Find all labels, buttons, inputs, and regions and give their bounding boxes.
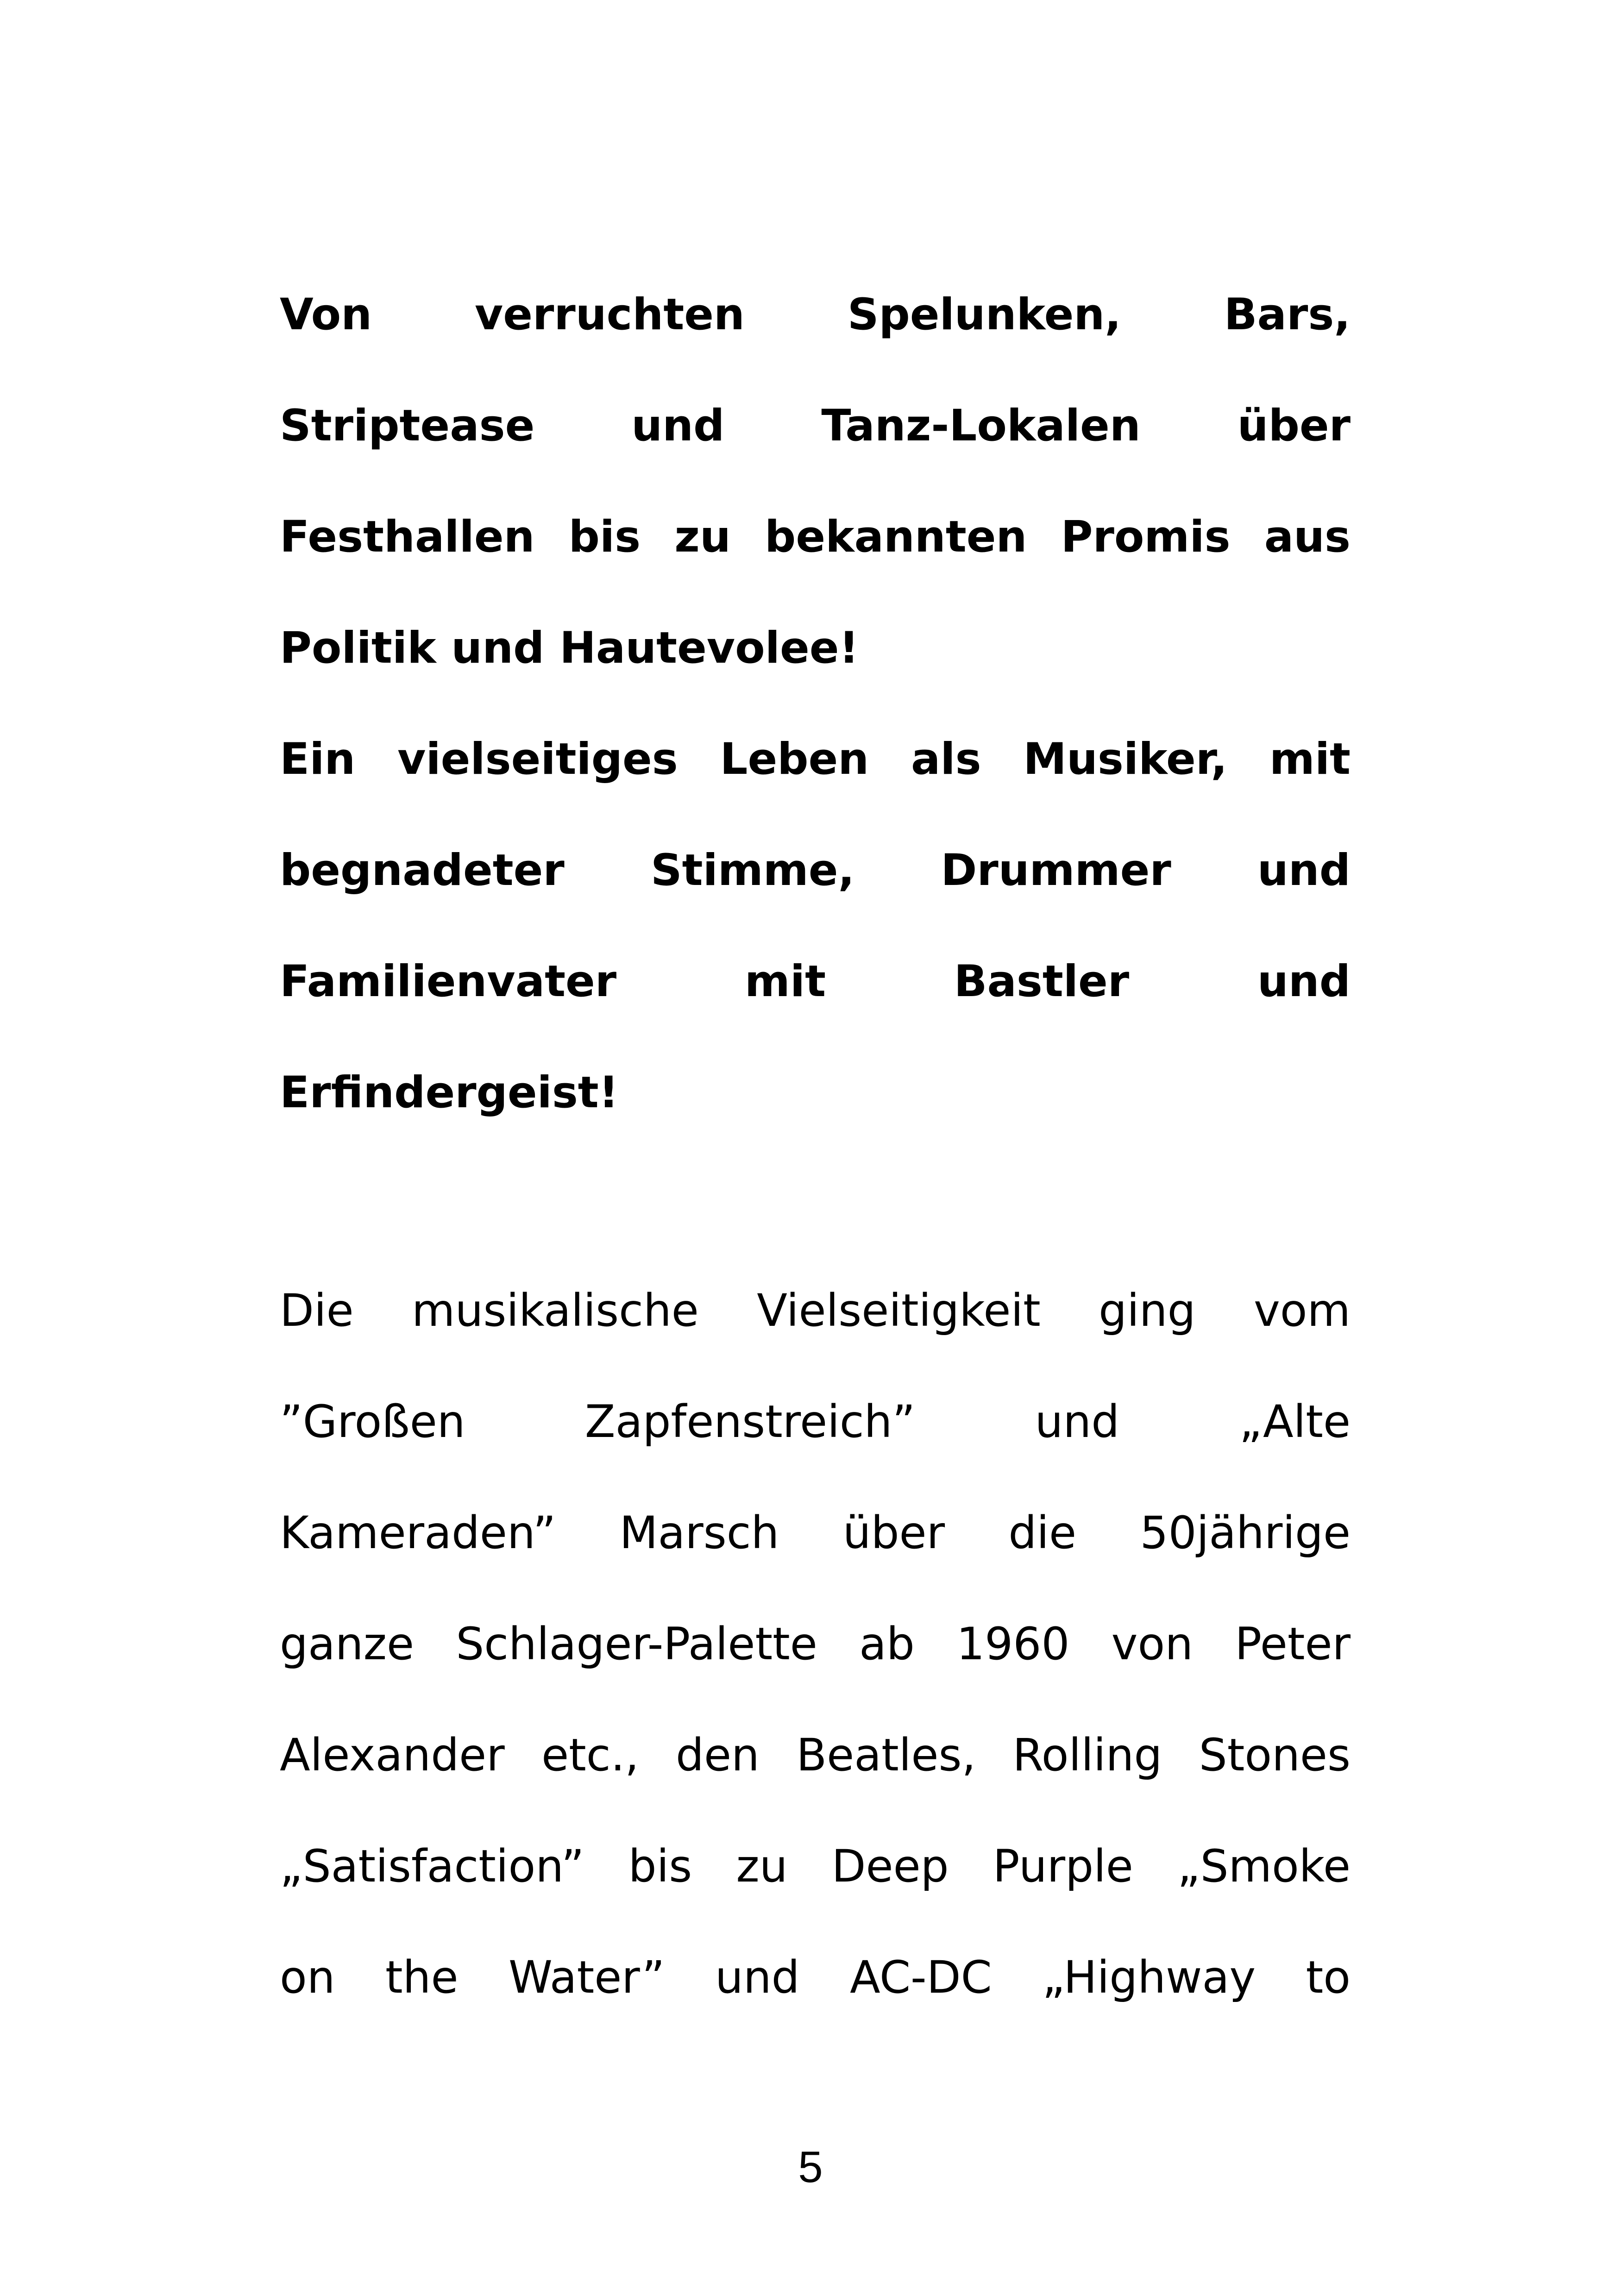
body-paragraph [280,1255,1351,2033]
intro-line: Ein vielseitiges Leben als Musiker, mit [280,734,1351,784]
body-line: „Satisfaction” bis zu Deep Purple „Smoke [280,1840,1351,1892]
intro-paragraph [280,259,1351,1148]
body-line: ganze Schlager-Palette ab 1960 von Peter [280,1618,1351,1670]
intro-line: Politik und Hautevolee! [280,623,859,673]
intro-line: Erfindergeist! [280,1067,619,1118]
body-line: Die musikalische Vielseitigkeit ging vom [280,1285,1351,1336]
body-line: ”Großen Zapfenstreich” und „Alte [280,1396,1351,1448]
page-number: 5 [798,2142,823,2192]
intro-line: begnadeter Stimme, Drummer und [280,845,1351,896]
intro-line: Von verruchten Spelunken, Bars, [280,289,1351,340]
body-line: on the Water” und AC-DC „Highway to [280,1951,1351,2003]
intro-line: Familienvater mit Bastler und [280,956,1351,1007]
body-line: Kameraden” Marsch über die 50jährige [280,1507,1351,1559]
intro-line: Festhallen bis zu bekannten Promis aus [280,512,1351,562]
intro-line: Striptease und Tanz-Lokalen über [280,401,1351,451]
body-line: Alexander etc., den Beatles, Rolling Stones [280,1729,1351,1781]
